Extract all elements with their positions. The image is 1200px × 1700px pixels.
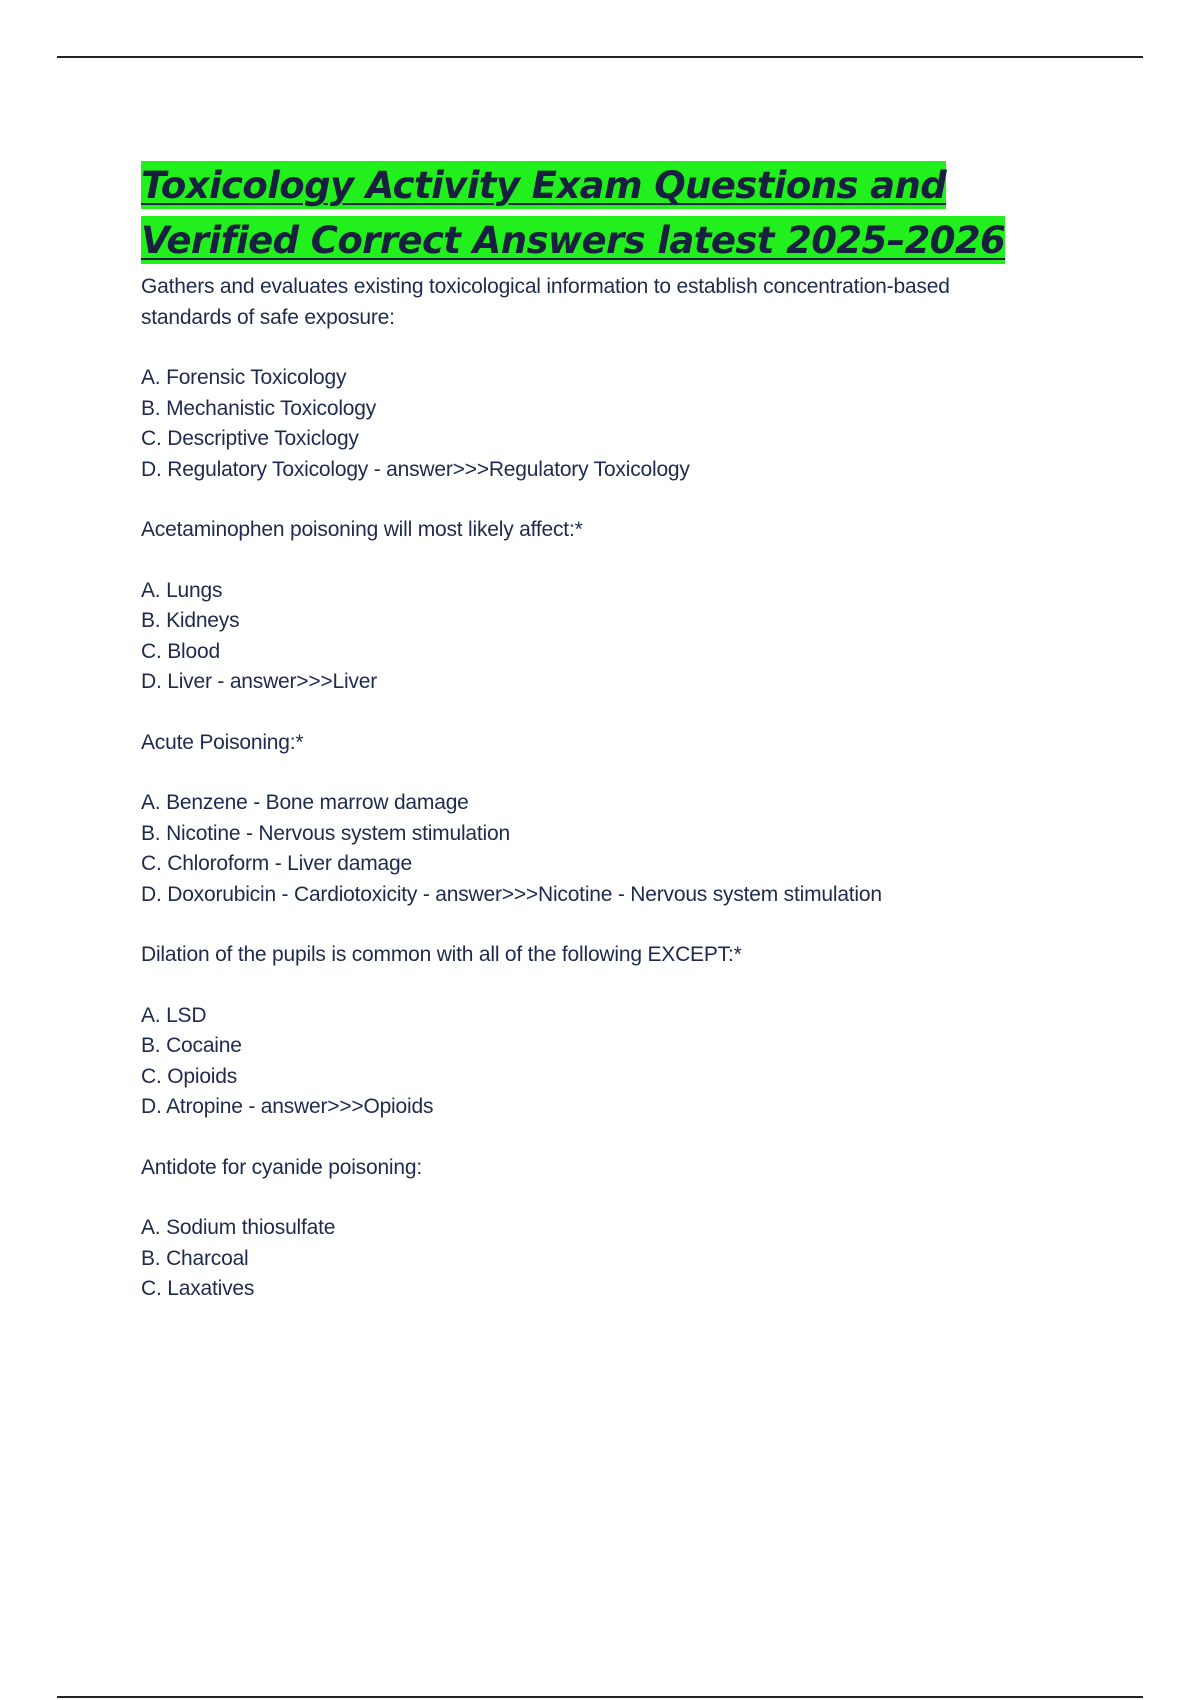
answer-option: B. Kidneys bbox=[141, 609, 240, 632]
document-body bbox=[141, 158, 1041, 1335]
answer-option: A. Forensic Toxicology bbox=[141, 366, 347, 389]
question-block bbox=[141, 1153, 1041, 1305]
question-text: Acetaminophen poisoning will most likely affect:* bbox=[141, 518, 583, 541]
question-block bbox=[141, 515, 1041, 698]
answer-option: D. Doxorubicin - Cardiotoxicity - answer>>>Nicotine - Nervous system stimulation bbox=[141, 882, 882, 906]
question-text: Acute Poisoning:* bbox=[141, 730, 304, 754]
answer-option: B. Mechanistic Toxicology bbox=[141, 396, 377, 420]
top-rule bbox=[57, 56, 1143, 58]
question-text: Antidote for cyanide poisoning: bbox=[141, 1155, 422, 1179]
answer-option: A. Lungs bbox=[141, 578, 223, 602]
answer-option: C. Descriptive Toxiclogy bbox=[141, 427, 359, 450]
question-block bbox=[141, 728, 1041, 911]
answer-option: B. Cocaine bbox=[141, 1034, 242, 1057]
answer-option: D. Liver - answer>>>Liver bbox=[141, 670, 378, 693]
document-title bbox=[141, 158, 1041, 268]
answer-option: B. Nicotine - Nervous system stimulation bbox=[141, 821, 510, 845]
question-text: Dilation of the pupils is common with all of the following EXCEPT:* bbox=[141, 943, 742, 966]
answer-option: B. Charcoal bbox=[141, 1246, 249, 1270]
answer-option: D. Atropine - answer>>>Opioids bbox=[141, 1095, 434, 1118]
question-block bbox=[141, 272, 1041, 485]
answer-option: C. Chloroform - Liver damage bbox=[141, 852, 412, 875]
answer-option: A. Benzene - Bone marrow damage bbox=[141, 791, 469, 814]
answer-option: A. LSD bbox=[141, 1003, 207, 1027]
question-text: Gathers and evaluates existing toxicological information to establish concentration-based standards of safe exposure: bbox=[141, 275, 950, 329]
title-highlight: Toxicology Activity Exam Questions and Verified Correct Answers latest 2025–2026 bbox=[141, 161, 1005, 264]
bottom-rule bbox=[57, 1696, 1143, 1698]
answer-option: C. Laxatives bbox=[141, 1277, 255, 1300]
question-list bbox=[141, 272, 1041, 1305]
answer-option: C. Opioids bbox=[141, 1064, 238, 1088]
answer-option: A. Sodium thiosulfate bbox=[141, 1216, 336, 1239]
answer-option: C. Blood bbox=[141, 639, 220, 663]
answer-option: D. Regulatory Toxicology - answer>>>Regulatory Toxicology bbox=[141, 457, 690, 481]
question-block bbox=[141, 940, 1041, 1123]
